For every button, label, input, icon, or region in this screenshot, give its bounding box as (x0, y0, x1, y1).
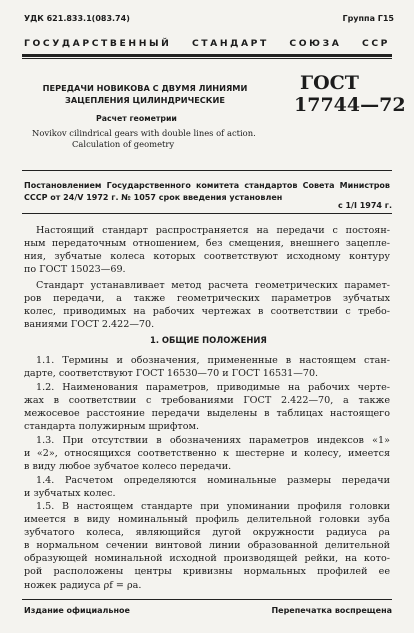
intro-paragraph (24, 224, 390, 276)
resolution-line-2: СССР от 24/V 1972 г. № 1057 срок введения установлен (24, 192, 283, 202)
group-code: Группа Г15 (342, 14, 394, 23)
document-subtitle: Расчет геометрии (96, 114, 177, 123)
edition-note: Издание официальное (24, 606, 130, 615)
p15-line: 1.5. В настоящем стандарте при упоминании профиля головки (36, 501, 390, 512)
scope-line: ров передачи, а также геометрических параметров зубчатых (24, 293, 390, 305)
resolution-line-1: Постановлением Государственного комитета стандартов Совета Министров (24, 181, 390, 190)
section-heading: 1. ОБЩИЕ ПОЛОЖЕНИЯ (150, 335, 267, 345)
p12-line: межосевое расстояние передачи выделены в таблицах настоящего (24, 408, 390, 420)
p15-line: рой расположены центры кривизны нормальных профилей ее (24, 566, 390, 578)
paragraph-1-4 (24, 474, 390, 500)
p15-line: в нормальном сечении винтовой линии образованной делительной (24, 540, 390, 552)
resolution-block (24, 180, 390, 203)
paragraph-1-1 (24, 354, 390, 380)
p12-line: стандарта полужирным шрифтом. (24, 421, 200, 433)
effective-date: с 1/I 1974 г. (337, 201, 392, 210)
paragraph-1-2 (24, 381, 390, 433)
p14-line: 1.4. Расчетом определяются номинальные размеры передачи (36, 475, 390, 486)
udc-code: УДК 621.833.1(083.74) (24, 14, 130, 23)
header-rule-thin (22, 58, 392, 59)
reprint-note: Перепечатка воспрещена (271, 606, 392, 615)
gost-label: ГОСТ (300, 72, 359, 94)
header-rule-thick (22, 54, 392, 57)
p11-line: 1.1. Термины и обозначения, примененные в настоящем стан- (36, 355, 390, 366)
paragraph-1-5 (24, 500, 390, 592)
paragraph-1-3 (24, 434, 390, 473)
p13-line: в виду любое зубчатое колесо передачи. (24, 461, 232, 473)
p11-line: дарте, соответствуют ГОСТ 16530—70 и ГОСТ 16531—70. (24, 368, 319, 380)
footer-rule (22, 599, 392, 600)
p15-line: образующей номинальной исходной производящей рейки, на кото- (24, 553, 390, 565)
english-title (32, 128, 272, 150)
p12-line: жах в соответствии с требованиями ГОСТ 2.422—70, а также (24, 395, 390, 407)
p15-line: зубчатого колеса, являющийся дугой окружности радиуса ρa (24, 527, 390, 539)
intro-line: ния, зубчатые колеса которых соответствуют исходному контуру (24, 251, 390, 263)
document-title (40, 82, 250, 106)
intro-line: по ГОСТ 15023—69. (24, 264, 126, 276)
p14-line: и зубчатых колес. (24, 488, 116, 500)
scope-line: колес, приводимых на рабочих чертежах в соответствии с требо- (24, 306, 390, 318)
scope-line: ваниями ГОСТ 2.422—70. (24, 319, 155, 331)
resolution-rule (22, 213, 392, 214)
p12-line: 1.2. Наименования параметров, приводимые на рабочих чертe- (36, 382, 390, 393)
english-title-line-2: Calculation of geometry (72, 139, 175, 149)
p13-line: 1.3. При отсутствии в обозначениях параметров индексов «1» (36, 435, 390, 446)
intro-line: ным передаточным отношением, без смещения, внешнего зацепле- (24, 238, 390, 250)
english-title-line-1: Novikov cilindrical gears with double lines of action. (32, 128, 256, 138)
p15-line: ножек радиуса ρf = ρa. (24, 579, 142, 591)
title-line-2: ЗАЦЕПЛЕНИЯ ЦИЛИНДРИЧЕСКИЕ (65, 95, 225, 105)
title-line-1: ПЕРЕДАЧИ НОВИКОВА С ДВУМЯ ЛИНИЯМИ (42, 83, 248, 93)
p13-line: и «2», относящихся соответственно к шестерне и колесу, имеется (24, 448, 390, 460)
scope-paragraph (24, 279, 390, 331)
scope-line: Стандарт устанавливает метод расчета геометрических парамет- (36, 280, 390, 291)
p15-line: имеется в виду номинальный профиль делительной головки зуба (24, 514, 390, 526)
intro-line: Настоящий стандарт распространяется на передачи с постоян- (36, 225, 390, 236)
gost-number: 17744—72 (294, 94, 406, 116)
title-rule (22, 170, 392, 171)
standard-banner: ГОСУДАРСТВЕННЫЙ СТАНДАРТ СОЮЗА ССР (24, 38, 390, 49)
